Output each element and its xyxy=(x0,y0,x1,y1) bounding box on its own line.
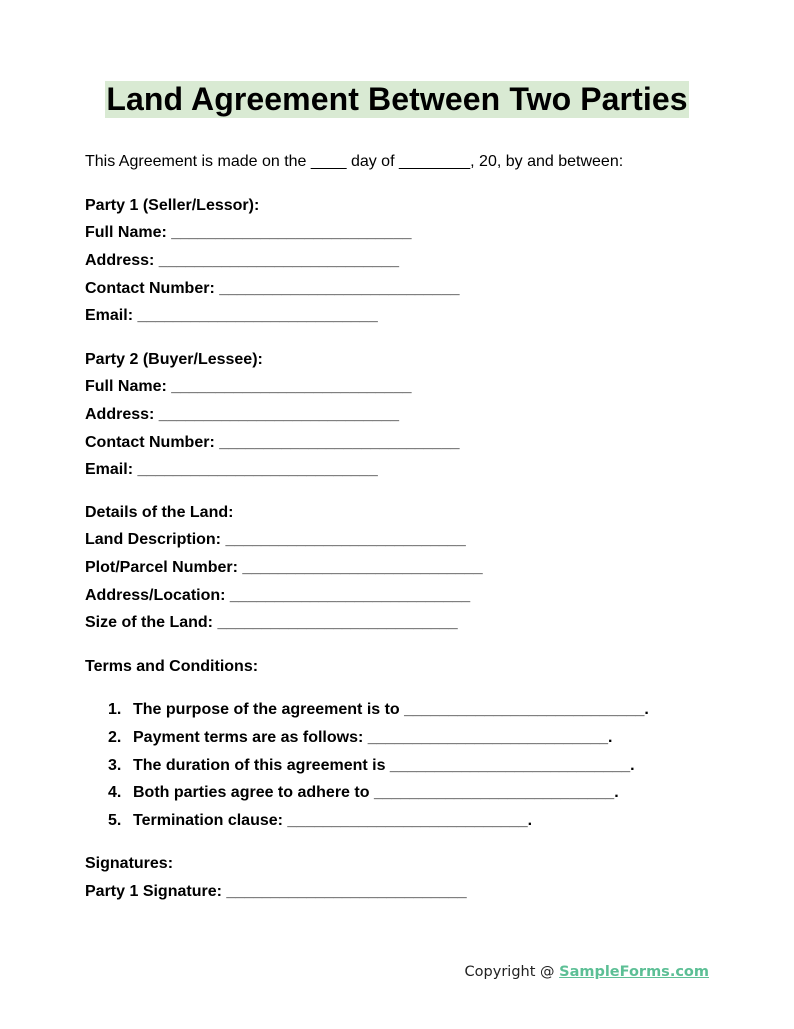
copyright-text: Copyright @ xyxy=(464,964,560,980)
land-plot-field: Plot/Parcel Number: ___________________________ xyxy=(85,559,483,576)
list-item-text: Termination clause: ___________________________. xyxy=(133,812,533,829)
land-description-field: Land Description: ___________________________ xyxy=(85,531,466,548)
party2-contact-field: Contact Number: ___________________________ xyxy=(85,434,460,451)
sampleforms-link[interactable]: SampleForms.com xyxy=(559,964,709,980)
copyright-footer xyxy=(465,962,709,982)
list-item-number: 3. xyxy=(108,757,122,774)
list-item-number: 2. xyxy=(108,729,122,746)
party1-heading: Party 1 (Seller/Lessor): xyxy=(85,197,260,214)
terms-heading: Terms and Conditions: xyxy=(85,658,259,675)
party2-email-field: Email: ___________________________ xyxy=(85,461,378,478)
party1-email-field: Email: ___________________________ xyxy=(85,307,378,324)
land-location-field: Address/Location: ___________________________ xyxy=(85,587,471,604)
list-item-text: Both parties agree to adhere to ___________________________. xyxy=(133,784,619,801)
party1-signature-field: Party 1 Signature: ___________________________ xyxy=(85,883,467,900)
signatures-heading: Signatures: xyxy=(85,855,174,872)
intro-text: This Agreement is made on the ____ day of ________, 20, by and between: xyxy=(85,153,624,170)
party1-address-field: Address: ___________________________ xyxy=(85,252,400,269)
party2-full-name-field: Full Name: ___________________________ xyxy=(85,378,412,395)
title-container xyxy=(0,81,794,118)
party2-heading: Party 2 (Buyer/Lessee): xyxy=(85,351,263,368)
party2-address-field: Address: ___________________________ xyxy=(85,406,400,423)
land-size-field: Size of the Land: ___________________________ xyxy=(85,614,458,631)
land-heading: Details of the Land: xyxy=(85,504,234,521)
page-title: Land Agreement Between Two Parties xyxy=(106,81,688,117)
list-item-number: 5. xyxy=(108,812,122,829)
list-item-number: 1. xyxy=(108,701,122,718)
party1-full-name-field: Full Name: ___________________________ xyxy=(85,224,412,241)
party1-contact-field: Contact Number: ___________________________ xyxy=(85,280,460,297)
list-item-number: 4. xyxy=(108,784,122,801)
list-item-text: The duration of this agreement is ___________________________. xyxy=(133,757,635,774)
list-item-text: The purpose of the agreement is to ___________________________. xyxy=(133,701,649,718)
list-item-text: Payment terms are as follows: ___________________________. xyxy=(133,729,613,746)
